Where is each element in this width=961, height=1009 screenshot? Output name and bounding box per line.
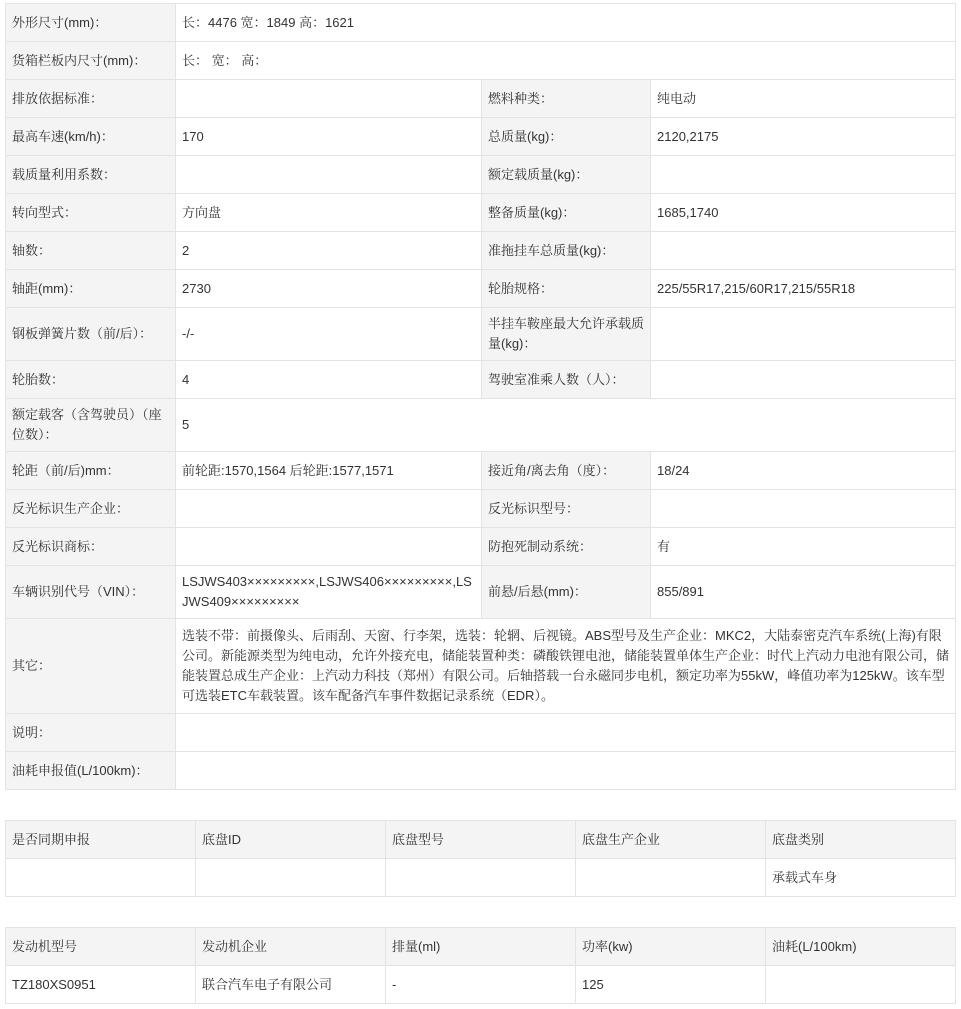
spec-row-seats [6,399,956,452]
spec-value [651,490,956,528]
column-header: 底盘ID [196,821,386,859]
spec-value: 方向盘 [176,194,482,232]
chassis-table [5,820,956,897]
vehicle-spec-table [5,3,956,790]
spec-value: 170 [176,118,482,156]
spec-label: 前悬/后悬(mm)： [482,566,651,619]
spec-value [176,528,482,566]
spec-label: 钢板弹簧片数（前/后）： [6,308,176,361]
spec-value: -/- [176,308,482,361]
spec-value: 225/55R17,215/60R17,215/55R18 [651,270,956,308]
spec-row-note [6,714,956,752]
fuel-value [176,752,956,790]
table-cell: - [386,966,576,1004]
table-cell: 承载式车身 [766,859,956,897]
spec-row-dims [6,4,956,42]
spec-label: 轮胎数： [6,361,176,399]
column-header: 发动机型号 [6,928,196,966]
table-cell: 联合汽车电子有限公司 [196,966,386,1004]
spec-row-other [6,619,956,714]
spec-label: 最高车速(km/h)： [6,118,176,156]
table-cell [6,859,196,897]
spec-row [6,361,956,399]
spec-label: 轮距（前/后)mm： [6,452,176,490]
spec-label: 反光标识商标： [6,528,176,566]
spec-row-fuel [6,752,956,790]
table-cell: TZ180XS0951 [6,966,196,1004]
column-header: 功率(kw) [576,928,766,966]
spec-label: 总质量(kg)： [482,118,651,156]
spec-row [6,118,956,156]
spec-value [176,156,482,194]
spec-row [6,232,956,270]
chassis-header-row [6,821,956,859]
column-header: 是否同期申报 [6,821,196,859]
column-header: 底盘型号 [386,821,576,859]
spec-label: 额定载质量(kg)： [482,156,651,194]
spec-value [651,232,956,270]
table-row [6,859,956,897]
spec-row [6,270,956,308]
spec-label: 车辆识别代号（VIN）： [6,566,176,619]
table-cell [576,859,766,897]
other-value: 选装不带：前摄像头、后雨刮、天窗、行李架，选装：轮辋、后视镜。ABS型号及生产企业：MKC2，大陆泰密克汽车系统(上海)有限公司。新能源类型为纯电动，允许外接充电，储能装置种类：磷酸铁锂电池，储能装置单体生产企业：时代上汽动力电池有限公司，储能装置总成生产企业：上汽动力科技（郑州）有限公司。后轴搭载一台永磁同步电机，额定功率为55kW，峰值功率为125kW。该车型可选装ETC车载装置。该车配备汽车事件数据记录系统（EDR）。 [176,619,956,714]
spec-value: 前轮距:1570,1564 后轮距:1577,1571 [176,452,482,490]
spec-value [176,80,482,118]
spec-value: 有 [651,528,956,566]
column-header: 油耗(L/100km) [766,928,956,966]
spec-value: 2730 [176,270,482,308]
box-label: 货箱栏板内尺寸(mm)： [6,42,176,80]
spec-label: 半挂车鞍座最大允许承载质量(kg)： [482,308,651,361]
table-cell: 125 [576,966,766,1004]
spec-row-box [6,42,956,80]
column-header: 发动机企业 [196,928,386,966]
spec-row [6,490,956,528]
spec-row [6,308,956,361]
spec-value: 4 [176,361,482,399]
spec-label: 防抱死制动系统： [482,528,651,566]
spec-value [651,156,956,194]
column-header: 底盘生产企业 [576,821,766,859]
spec-row [6,156,956,194]
spec-label: 准拖挂车总质量(kg)： [482,232,651,270]
spec-label: 载质量利用系数： [6,156,176,194]
other-label: 其它： [6,619,176,714]
spec-value: 18/24 [651,452,956,490]
column-header: 排量(ml) [386,928,576,966]
fuel-label: 油耗申报值(L/100km)： [6,752,176,790]
spec-label: 排放依据标准： [6,80,176,118]
table-cell [766,966,956,1004]
column-header: 底盘类别 [766,821,956,859]
spec-label: 轴距(mm)： [6,270,176,308]
spec-value: 855/891 [651,566,956,619]
spec-row [6,452,956,490]
spec-value [651,308,956,361]
spec-label: 轴数： [6,232,176,270]
note-value [176,714,956,752]
spec-label: 驾驶室准乘人数（人）： [482,361,651,399]
spec-value [651,361,956,399]
seats-value: 5 [176,399,956,452]
spec-value: 2120,2175 [651,118,956,156]
note-label: 说明： [6,714,176,752]
spec-row [6,566,956,619]
spec-label: 反光标识型号： [482,490,651,528]
dims-value: 长：4476 宽：1849 高：1621 [176,4,956,42]
spec-value: 纯电动 [651,80,956,118]
spec-value: 2 [176,232,482,270]
table-cell [196,859,386,897]
box-value: 长： 宽： 高： [176,42,956,80]
spec-label: 整备质量(kg)： [482,194,651,232]
table-row [6,966,956,1004]
spec-label: 转向型式： [6,194,176,232]
spec-row [6,80,956,118]
dims-label: 外形尺寸(mm)： [6,4,176,42]
spec-value [176,490,482,528]
engine-header-row [6,928,956,966]
spec-row [6,194,956,232]
spec-row [6,528,956,566]
spec-value: 1685,1740 [651,194,956,232]
seats-label: 额定载客（含驾驶员）（座位数）： [6,399,176,452]
spec-label: 轮胎规格： [482,270,651,308]
table-cell [386,859,576,897]
vin-value: LSJWS403×××××××××,LSJWS406×××××××××,LSJWS409××××××××× [176,566,482,619]
spec-label: 反光标识生产企业： [6,490,176,528]
spec-label: 接近角/离去角（度）： [482,452,651,490]
engine-table [5,927,956,1004]
spec-label: 燃料种类： [482,80,651,118]
